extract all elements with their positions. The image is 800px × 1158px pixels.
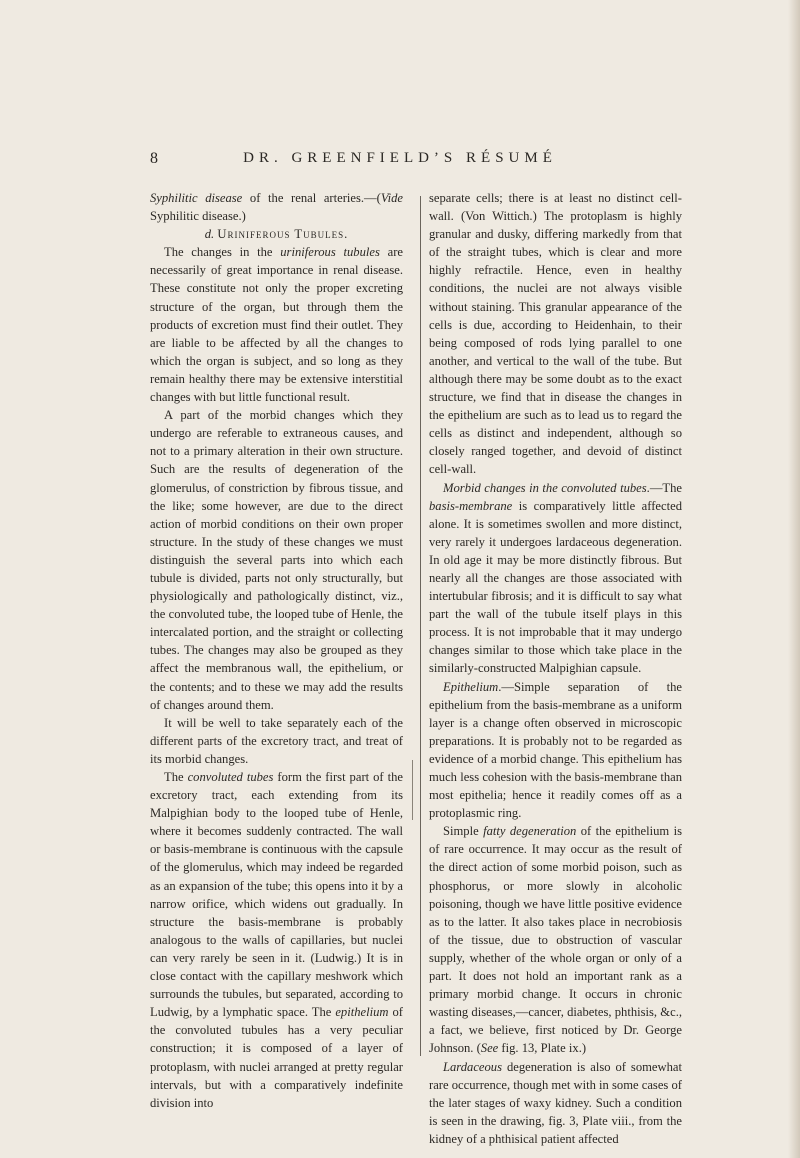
paragraph-epithelium — [429, 678, 682, 823]
italic-term: fatty degeneration — [483, 824, 577, 839]
left-column — [150, 189, 403, 1112]
text-run: is comparatively little affected alone. It is sometimes swollen and more distinct, very rarely it undergoes lardaceous degeneration. In old age it may be more distinctly fibrous. But nearly all the changes are those associated with intertubular fibrosis; and it is difficult to say what part the wall of the tubule itself plays in this process. It is not improbable that it may undergo changes similar to those which take place in the similarly-constructed Malpighian capsule. — [429, 498, 682, 676]
text-run: form the first part of the excretory tract, each extending from its Malpighian body to the looped tube of Henle, where it becomes suddenly contracted. The wall or basis-membrane is continuous with the capsule of the glomerulus, which may indeed be regarded as an expansion of the tube; this opens into it by a narrow orifice, which widens out gradually. In structure the basis-membrane is probably analogous to the walls of capillaries, but nuclei can very rarely be seen in it. (Ludwig.) It is in close contact with the capillary meshwork which surrounds the tubules, but separated, according to Ludwig, by a lymphatic space. The — [150, 770, 404, 1020]
italic-term: Vide — [380, 191, 403, 205]
column-divider-mark — [412, 760, 413, 820]
italic-term: basis-membrane — [429, 498, 513, 513]
text-run: The changes in the — [164, 245, 281, 260]
paragraph-uriniferous — [150, 243, 403, 406]
text-run: .—Simple separation of the epithelium from the basis-membrane as a uniform layer is a change often observed in microscopic preparations. It is probably not to be regarded as evidence of a morbid change. This epithelium has much less cohesion with the basis-membrane than most epithelia; hence it readily comes off as a protoplasmic ring. — [429, 679, 682, 821]
page-number: 8 — [150, 150, 158, 167]
text-run: Syphilitic disease.) — [150, 209, 246, 224]
section-title: Uriniferous Tubules. — [217, 227, 349, 242]
text-run: The — [164, 770, 188, 784]
text-run: are necessarily of great importance in renal disease. These constitute not only the proper excreting structure of the organ, but through them the products of excretion must find their outlet. They are liable to be affected by all the changes to which the organ is subject, and so long as they remain healthy there may be extensive interstitial changes with but little functional result. — [150, 245, 403, 405]
running-title: DR. GREENFIELD’S RÉSUMÉ — [243, 150, 557, 166]
text-run: degeneration is also of somewhat rare occurrence, though met with in some cases of the later stages of waxy kidney. Such a condition is seen in the drawing, fig. 3, Plate viii., from the kidney of a phthisical patient affected — [429, 1059, 682, 1146]
italic-term: Lardaceous — [443, 1059, 503, 1074]
italic-term: See — [480, 1041, 499, 1056]
section-heading — [150, 225, 403, 243]
paragraph-separate-cells: separate cells; there is at least no distinct cell-wall. (Von Wittich.) The protoplasm is highly granular and dusky, differing markedly from that of the straight tubes, which is clear and more highly refractile. Hence, even in healthy conditions, the nuclei are not always visible without staining. This granular appearance of the cells is due, according to Heidenhain, to their being composed of rods lying parallel to one another, and vertical to the wall of the tube. But although there may be some doubt as to the exact structure, we find that in disease the changes in the epithelium are such as to lead us to regard the cells as distinct and independent, although so closely ranged together, and devoid of distinct cell-wall. — [429, 191, 682, 477]
text-run: fig. 13, Plate ix.) — [498, 1041, 587, 1056]
paragraph-convoluted-tubes — [150, 768, 403, 1112]
italic-term: uriniferous tubules — [280, 245, 380, 260]
text-run: of the convoluted tubules has a very peculiar construction; it is composed of a layer of protoplasm, with nuclei arranged at pretty regular intervals, but with a comparatively indefinite division into — [150, 1005, 404, 1110]
text-run: .—The — [646, 480, 682, 495]
column-divider — [420, 196, 421, 1056]
text-run: Simple — [443, 824, 484, 839]
paragraph-morbid-changes: A part of the morbid changes which they undergo are referable to extraneous causes, and not to a primary alteration in their own structure. Such are the results of degeneration of the glomerulus, of constriction by fibrous tissue, and the like; some however, are due to the direct action of morbid conditions on their own proper structure. In the study of these changes we must distinguish the several parts into which each tubule is divided, parts not only structurally, but physiologically and pathologically distinct, viz., the convoluted tube, the looped tube of Henle, the intercalated portion, and the straight or collecting tubes. The changes may also be grouped as they affect the membranous wall, the epithelium, or the contents; and to these we may add the results of changes around them. — [150, 408, 403, 712]
page-edge-shadow — [788, 0, 800, 1158]
text-run: of the epithelium is of rare occurrence. It may occur as the result of the direct action of some morbid poison, such as phosphorus, or more slowly in alcoholic poisoning, though we have little positive evidence as to the latter. It also takes place in necrobiosis of the tissue, due to obstruction of vascular supply, whether of the whole organ or only of a part. It does not hold an important rank as a primary morbid change. It occurs in chronic wasting diseases,—cancer, diabetes, phthisis, &c., a fact, we believe, first noticed by Dr. George Johnson. ( — [429, 824, 683, 1056]
italic-term: epithelium — [335, 1005, 389, 1020]
italic-term: Epithelium — [443, 679, 499, 694]
paragraph-fatty-degeneration — [429, 822, 682, 1057]
paragraph-excretory-tract: It will be well to take separately each of the different parts of the excretory tract, and treat of its morbid changes. — [150, 715, 403, 766]
right-column — [429, 189, 682, 1148]
paragraph-lardaceous — [429, 1058, 682, 1148]
paragraph-morbid-convoluted — [429, 479, 682, 678]
text-run: of the renal arteries.—( — [242, 191, 381, 205]
italic-term: convoluted tubes — [187, 770, 274, 784]
section-letter: d. — [204, 227, 215, 242]
page-header — [150, 150, 650, 170]
italic-term: Morbid changes in the convoluted tubes — [443, 480, 647, 495]
italic-term: Syphilitic disease — [150, 191, 243, 205]
paragraph-syphilitic — [150, 189, 403, 225]
